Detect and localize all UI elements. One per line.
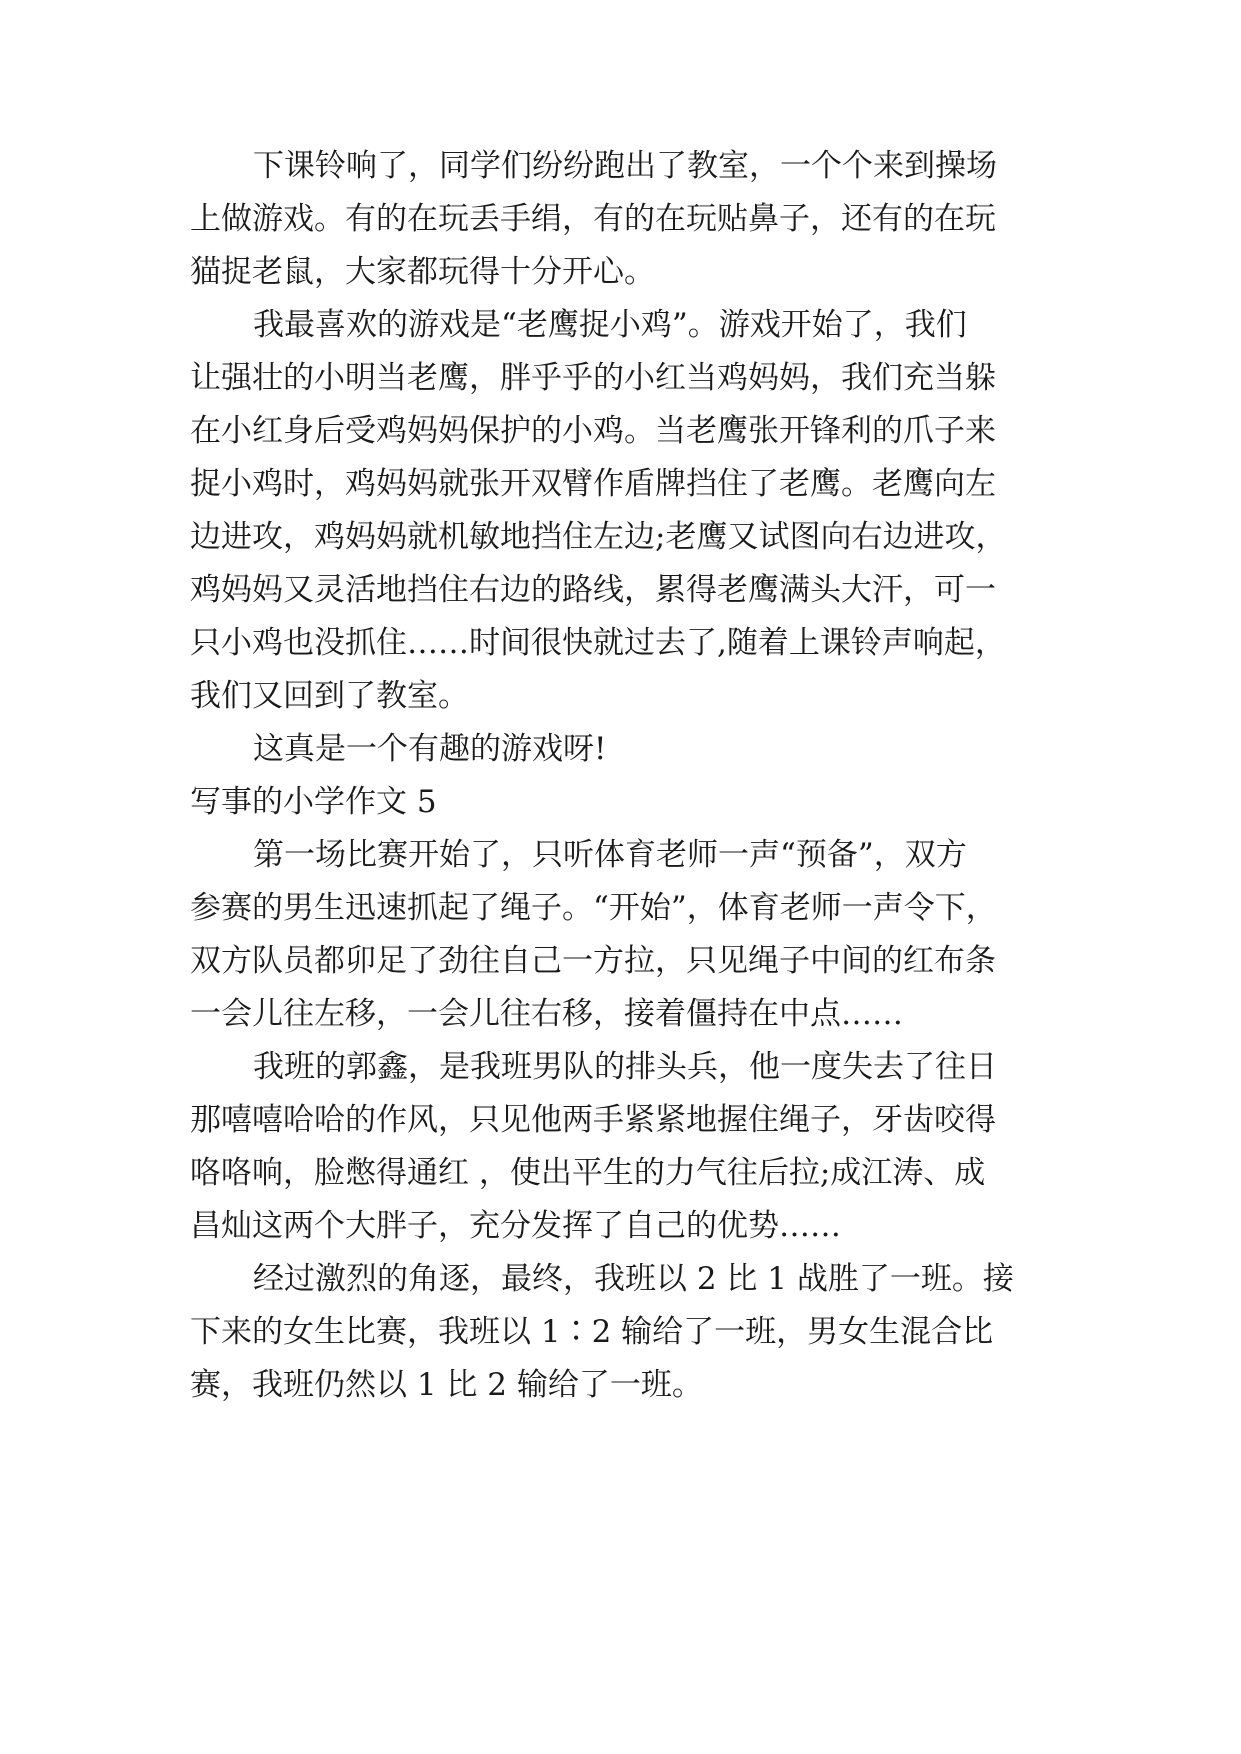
text-line: 猫捉老鼠，大家都玩得十分开心。 — [190, 254, 655, 290]
text-line: 边进攻，鸡妈妈就机敏地挡住左边;老鹰又试图向右边进攻， — [190, 519, 1007, 555]
text-line: 下来的女生比赛，我班以 1∶2 输给了一班，男女生混合比 — [190, 1314, 994, 1350]
text-line: 第一场比赛开始了，只听体育老师一声“预备”，双方 — [253, 837, 967, 873]
text-line: 双方队员都卯足了劲往自己一方拉，只见绳子中间的红布条 — [190, 943, 996, 979]
text-line: 下课铃响了，同学们纷纷跑出了教室，一个个来到操场 — [253, 148, 997, 184]
section-heading: 写事的小学作文 5 — [190, 784, 437, 820]
text-line: 昌灿这两个大胖子，充分发挥了自己的优势…… — [190, 1208, 841, 1244]
text-line: 让强壮的小明当老鹰，胖乎乎的小红当鸡妈妈，我们充当躲 — [190, 360, 996, 396]
text-line: 经过激烈的角逐，最终，我班以 2 比 1 战胜了一班。接 — [253, 1261, 1014, 1297]
text-line: 那嘻嘻哈哈的作风，只见他两手紧紧地握住绳子，牙齿咬得 — [190, 1102, 996, 1138]
text-line: 只小鸡也没抓住……时间很快就过去了,随着上课铃声响起， — [190, 625, 1006, 661]
text-line: 鸡妈妈又灵活地挡住右边的路线，累得老鹰满头大汗，可一 — [190, 572, 996, 608]
text-line: 捉小鸡时，鸡妈妈就张开双臂作盾牌挡住了老鹰。老鹰向左 — [190, 466, 996, 502]
text-line: 参赛的男生迅速抓起了绳子。“开始”，体育老师一声令下， — [190, 890, 997, 926]
text-line: 我们又回到了教室。 — [190, 678, 469, 714]
text-line: 我最喜欢的游戏是“老鹰捉小鸡”。游戏开始了，我们 — [253, 307, 967, 343]
text-line: 上做游戏。有的在玩丢手绢，有的在玩贴鼻子，还有的在玩 — [190, 201, 996, 237]
text-line: 在小红身后受鸡妈妈保护的小鸡。当老鹰张开锋利的爪子来 — [190, 413, 996, 449]
text-line: 赛，我班仍然以 1 比 2 输给了一班。 — [190, 1367, 703, 1403]
text-line: 一会儿往左移，一会儿往右移，接着僵持在中点…… — [190, 996, 903, 1032]
text-line: 咯咯响，脸憋得通红 ，使出平生的力气往后拉;成江涛、成 — [190, 1155, 986, 1191]
text-line: 我班的郭鑫，是我班男队的排头兵，他一度失去了往日 — [253, 1049, 997, 1085]
text-line: 这真是一个有趣的游戏呀! — [253, 731, 607, 767]
